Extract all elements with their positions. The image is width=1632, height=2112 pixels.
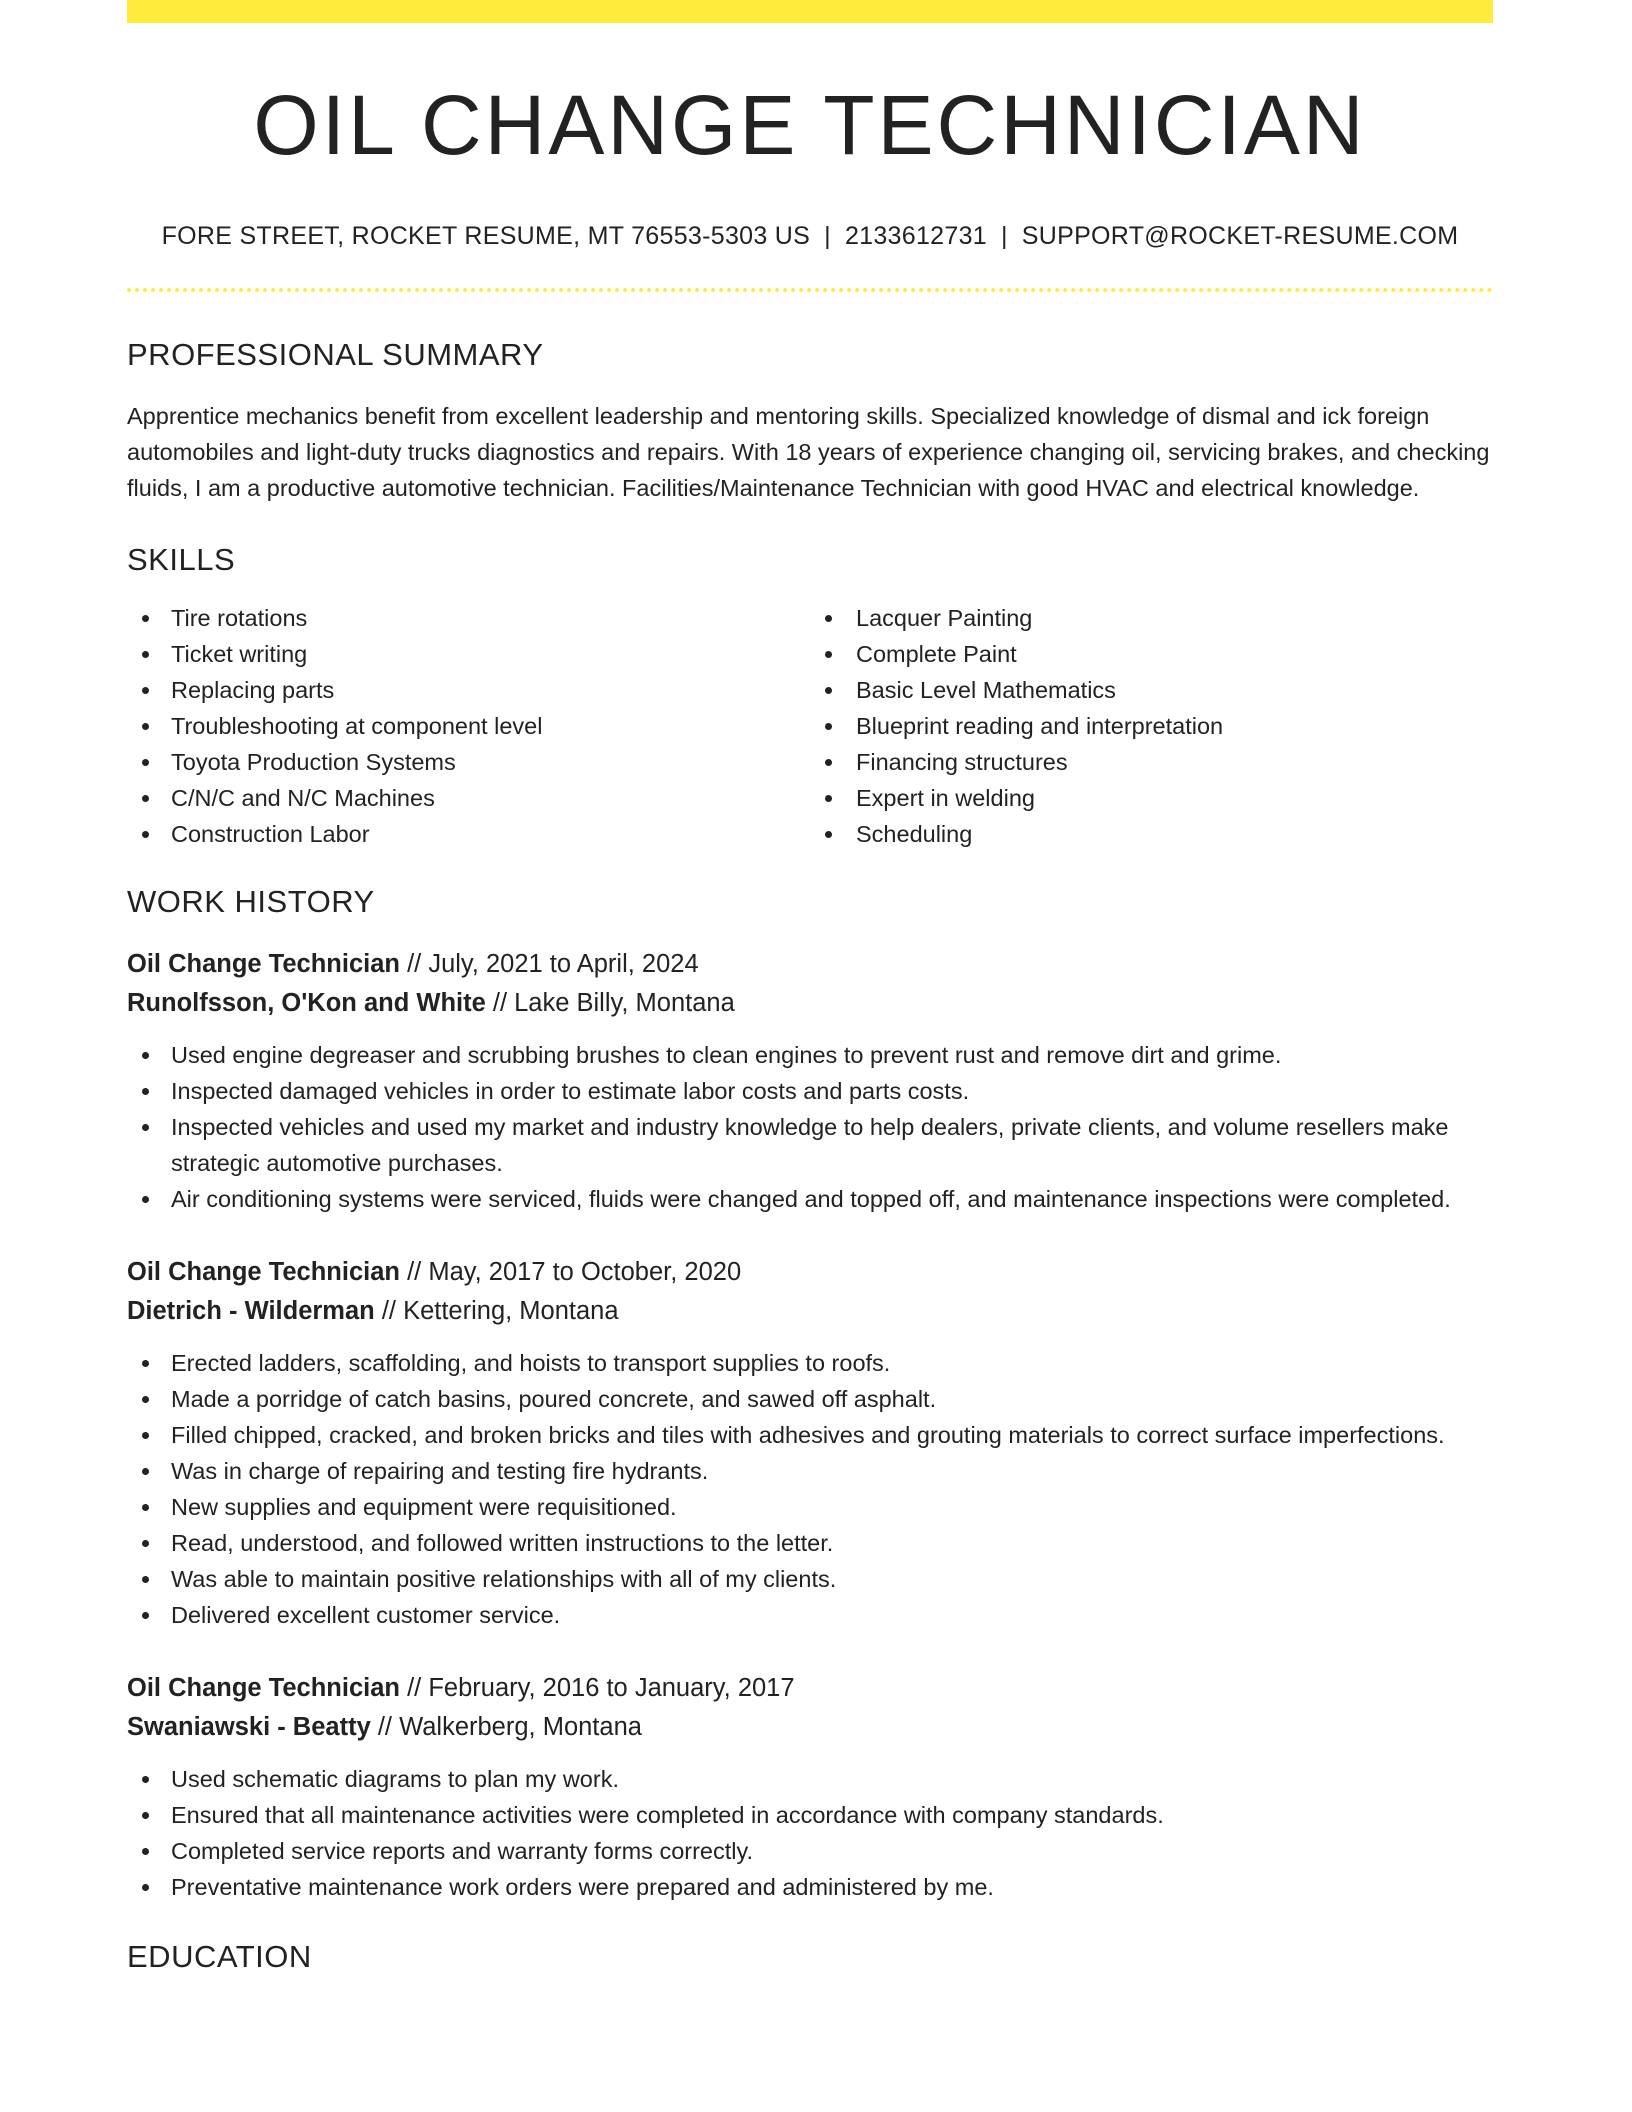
duty-item: Made a porridge of catch basins, poured concrete, and sawed off asphalt.: [127, 1381, 1493, 1417]
contact-line: [127, 224, 1493, 249]
skill-item: Toyota Production Systems: [127, 744, 810, 780]
job-dates: // February, 2016 to January, 2017: [400, 1674, 795, 1702]
job-duties: [127, 1761, 1493, 1905]
job-role: Oil Change Technician: [127, 950, 400, 978]
job-entry: [127, 1669, 1493, 1905]
skill-item: Financing structures: [810, 744, 1493, 780]
skills-list: [127, 600, 1493, 852]
duty-item: Used engine degreaser and scrubbing brushes to clean engines to prevent rust and remove dirt and grime.: [127, 1037, 1493, 1073]
skill-item: Scheduling: [810, 816, 1493, 852]
duty-item: New supplies and equipment were requisitioned.: [127, 1489, 1493, 1525]
education-heading: EDUCATION: [127, 1939, 312, 1974]
job-location: // Kettering, Montana: [374, 1297, 619, 1325]
job-company: Swaniawski - Beatty: [127, 1713, 371, 1741]
skill-item: Expert in welding: [810, 780, 1493, 816]
contact-separator: |: [1000, 222, 1008, 250]
duty-item: Inspected vehicles and used my market and industry knowledge to help dealers, private clients, and volume resellers make strategic automotive purchases.: [127, 1109, 1493, 1181]
job-role-line: [127, 1253, 1493, 1292]
job-role-line: [127, 1669, 1493, 1708]
summary-text: Apprentice mechanics benefit from excellent leadership and mentoring skills. Specialized knowledge of dismal and ick foreign automobiles and light-duty trucks diagnostics and repairs. With 18 years of experience changing oil, servicing brakes, and checking fluids, I am a productive automotive technician. Facilities/Maintenance Technician with good HVAC and electrical knowledge.: [127, 403, 1490, 501]
work-history-heading: WORK HISTORY: [127, 884, 375, 919]
job-company: Runolfsson, O'Kon and White: [127, 989, 486, 1017]
job-role: Oil Change Technician: [127, 1674, 400, 1702]
duty-item: Ensured that all maintenance activities were completed in accordance with company standards.: [127, 1797, 1493, 1833]
skill-item: Replacing parts: [127, 672, 810, 708]
skill-item: Complete Paint: [810, 636, 1493, 672]
job-dates: // May, 2017 to October, 2020: [400, 1258, 742, 1286]
skill-item: Construction Labor: [127, 816, 810, 852]
accent-bar: [127, 0, 1493, 23]
skill-item: C/N/C and N/C Machines: [127, 780, 810, 816]
duty-item: Air conditioning systems were serviced, fluids were changed and topped off, and maintenance inspections were completed.: [127, 1181, 1493, 1217]
skill-item: Lacquer Painting: [810, 600, 1493, 636]
skill-item: Basic Level Mathematics: [810, 672, 1493, 708]
skills-column-left: [127, 600, 810, 852]
skill-item: Troubleshooting at component level: [127, 708, 810, 744]
job-role: Oil Change Technician: [127, 1258, 400, 1286]
duty-item: Delivered excellent customer service.: [127, 1597, 1493, 1633]
skill-item: Blueprint reading and interpretation: [810, 708, 1493, 744]
job-company-line: [127, 984, 1493, 1023]
contact-address: FORE STREET, ROCKET RESUME, MT 76553-5303 US: [161, 222, 811, 250]
duty-item: Read, understood, and followed written instructions to the letter.: [127, 1525, 1493, 1561]
skill-item: Tire rotations: [127, 600, 810, 636]
summary-heading: PROFESSIONAL SUMMARY: [127, 337, 544, 372]
job-company-line: [127, 1292, 1493, 1331]
duty-item: Preventative maintenance work orders were prepared and administered by me.: [127, 1869, 1493, 1905]
duty-item: Completed service reports and warranty forms correctly.: [127, 1833, 1493, 1869]
job-duties: [127, 1345, 1493, 1633]
job-duties: [127, 1037, 1493, 1217]
contact-email: SUPPORT@ROCKET-RESUME.COM: [1021, 222, 1459, 250]
job-dates: // July, 2021 to April, 2024: [400, 950, 699, 978]
duty-item: Was able to maintain positive relationships with all of my clients.: [127, 1561, 1493, 1597]
job-location: // Walkerberg, Montana: [370, 1713, 642, 1741]
skills-heading: SKILLS: [127, 542, 236, 577]
resume-title: OIL CHANGE TECHNICIAN: [253, 78, 1367, 172]
contact-phone: 2133612731: [844, 222, 987, 250]
job-entry: [127, 1253, 1493, 1633]
job-entry: [127, 945, 1493, 1217]
contact-separator: |: [824, 222, 831, 250]
job-company: Dietrich - Wilderman: [127, 1297, 375, 1325]
job-location: // Lake Billy, Montana: [485, 989, 735, 1017]
duty-item: Used schematic diagrams to plan my work.: [127, 1761, 1493, 1797]
duty-item: Erected ladders, scaffolding, and hoists to transport supplies to roofs.: [127, 1345, 1493, 1381]
skills-column-right: [810, 600, 1493, 852]
resume-page: [127, 0, 1493, 1972]
duty-item: Inspected damaged vehicles in order to estimate labor costs and parts costs.: [127, 1073, 1493, 1109]
skill-item: Ticket writing: [127, 636, 810, 672]
dotted-divider: [127, 288, 1493, 292]
job-company-line: [127, 1708, 1493, 1747]
duty-item: Filled chipped, cracked, and broken bricks and tiles with adhesives and grouting materials to correct surface imperfections.: [127, 1417, 1493, 1453]
job-role-line: [127, 945, 1493, 984]
duty-item: Was in charge of repairing and testing fire hydrants.: [127, 1453, 1493, 1489]
